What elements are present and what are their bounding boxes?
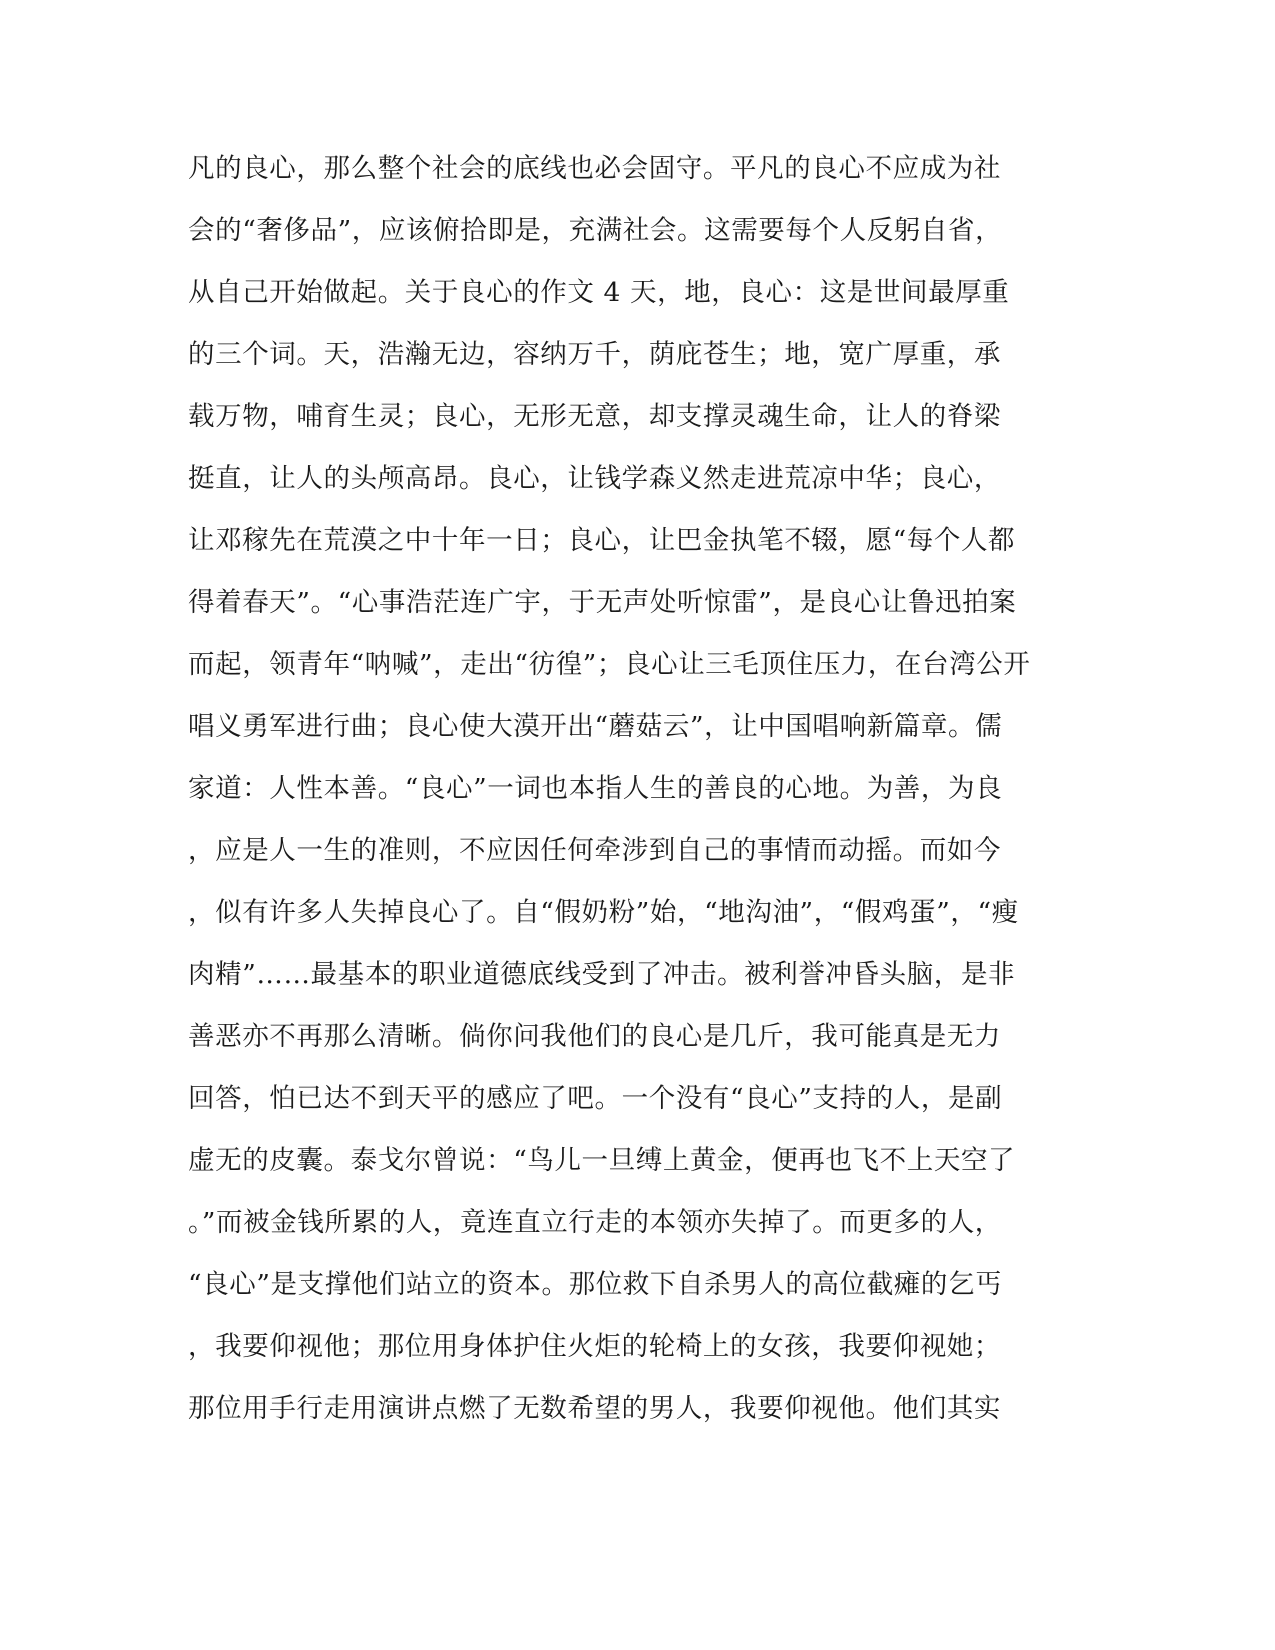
text-line: 会的“奢侈品”，应该俯拾即是，充满社会。这需要每个人反躬自省， xyxy=(188,215,1003,246)
body-text xyxy=(188,138,1088,1440)
text-line: 的三个词。天，浩瀚无边，容纳万千，荫庇苍生；地，宽广厚重，承 xyxy=(188,339,1001,370)
text-line: ，应是人一生的准则，不应因任何牵涉到自己的事情而动摇。而如今 xyxy=(188,835,1001,866)
text-line: 得着春天”。“心事浩茫连广宇，于无声处听惊雷”，是良心让鲁迅拍案 xyxy=(188,587,1017,618)
text-line: 肉精”……最基本的职业道德底线受到了冲击。被利誉冲昏头脑，是非 xyxy=(188,959,1016,990)
text-line: 唱义勇军进行曲；良心使大漠开出“蘑菇云”，让中国唱响新篇章。儒 xyxy=(188,711,1003,742)
text-line: 回答，怕已达不到天平的感应了吧。一个没有“良心”支持的人，是副 xyxy=(188,1083,1003,1114)
text-line: 凡的良心，那么整个社会的底线也必会固守。平凡的良心不应成为社 xyxy=(188,153,1001,184)
text-line: 载万物，哺育生灵；良心，无形无意，却支撑灵魂生命，让人的脊梁 xyxy=(188,401,1001,432)
text-line: 从自己开始做起。关于良心的作文 4 天，地，良心：这是世间最厚重 xyxy=(188,277,1010,308)
text-line: 虚无的皮囊。泰戈尔曾说：“鸟儿一旦缚上黄金，便再也飞不上天空了 xyxy=(188,1145,1016,1176)
text-line: “良心”是支撑他们站立的资本。那位救下自杀男人的高位截瘫的乞丐 xyxy=(188,1269,1003,1300)
text-line: ，我要仰视他；那位用身体护住火炬的轮椅上的女孩，我要仰视她； xyxy=(188,1331,1001,1362)
text-line: 家道：人性本善。“良心”一词也本指人生的善良的心地。为善，为良 xyxy=(188,773,1003,804)
text-line: 挺直，让人的头颅高昂。良心，让钱学森义然走进荒凉中华；良心， xyxy=(188,463,1001,494)
text-line: 那位用手行走用演讲点燃了无数希望的男人，我要仰视他。他们其实 xyxy=(188,1393,1001,1424)
text-line: 让邓稼先在荒漠之中十年一日；良心，让巴金执笔不辍，愿“每个人都 xyxy=(188,525,1016,556)
text-line: 善恶亦不再那么清晰。倘你问我他们的良心是几斤，我可能真是无力 xyxy=(188,1021,1001,1052)
text-line: 而起，领青年“呐喊”，走出“彷徨”；良心让三毛顶住压力，在台湾公开 xyxy=(188,649,1031,680)
text-line: 。”而被金钱所累的人，竟连直立行走的本领亦失掉了。而更多的人， xyxy=(188,1207,1002,1238)
text-line: ，似有许多人失掉良心了。自“假奶粉”始，“地沟油”，“假鸡蛋”，“瘦 xyxy=(188,897,1019,928)
